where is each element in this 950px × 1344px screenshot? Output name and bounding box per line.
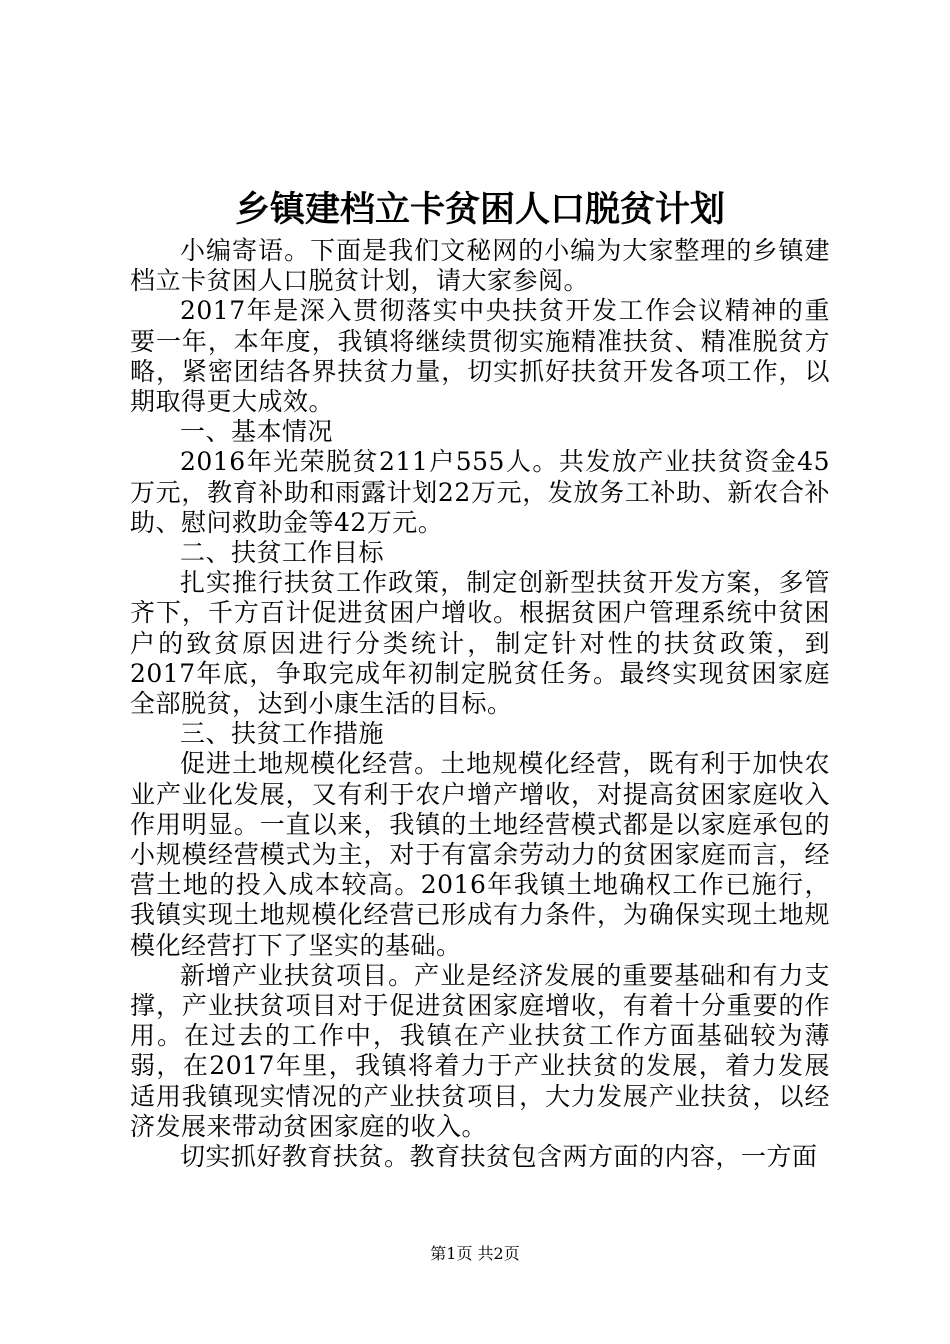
paragraph-goals: 扎实推行扶贫工作政策，制定创新型扶贫开发方案，多管齐下，千方百计促进贫困户增收。根据贫困户管理系统中贫困户的致贫原因进行分类统计，制定针对性的扶贫政策，到2017年底，争取完成年初制定脱贫任务。最终实现贫困家庭全部脱贫，达到小康生活的目标。 — [130, 568, 830, 719]
document-title: 乡镇建档立卡贫困人口脱贫计划 — [234, 189, 725, 230]
paragraph-basic-situation: 2016年光荣脱贫211户555人。共发放产业扶贫资金45万元，教育补助和雨露计划22万元，发放务工补助、新农合补助、慰问救助金等42万元。 — [130, 447, 830, 537]
section-heading-basic-situation: 一、基本情况 — [180, 417, 334, 447]
section-heading-goals: 二、扶贫工作目标 — [180, 538, 385, 568]
section-heading-measures: 三、扶贫工作措施 — [180, 719, 385, 749]
page-footer: 第1页 共2页 — [430, 1244, 520, 1263]
paragraph-measure-education: 切实抓好教育扶贫。教育扶贫包含两方面的内容，一方面 — [180, 1142, 818, 1172]
document-page — [130, 0, 830, 1344]
paragraph-measure-land: 促进土地规模化经营。土地规模化经营，既有利于加快农业产业化发展，又有利于农户增产增收，对提高贫困家庭收入作用明显。一直以来，我镇的土地经营模式都是以家庭承包的小规模经营模式为主，对于有富余劳动力的贫困家庭而言，经营土地的投入成本较高。2016年我镇土地确权工作已施行，我镇实现土地规模化经营已形成有力条件，为确保实现土地规模化经营打下了坚实的基础。 — [130, 749, 830, 960]
paragraph-intro: 小编寄语。下面是我们文秘网的小编为大家整理的乡镇建档立卡贫困人口脱贫计划，请大家参阅。 — [130, 236, 830, 296]
paragraph-overview: 2017年是深入贯彻落实中央扶贫开发工作会议精神的重要一年，本年度，我镇将继续贯彻实施精准扶贫、精准脱贫方略，紧密团结各界扶贫力量，切实抓好扶贫开发各项工作，以期取得更大成效。 — [130, 296, 830, 417]
document-body — [130, 236, 830, 1172]
paragraph-measure-industry: 新增产业扶贫项目。产业是经济发展的重要基础和有力支撑，产业扶贫项目对于促进贫困家庭增收，有着十分重要的作用。在过去的工作中，我镇在产业扶贫工作方面基础较为薄弱，在2017年里，我镇将着力于产业扶贫的发展，着力发展适用我镇现实情况的产业扶贫项目，大力发展产业扶贫，以经济发展来带动贫困家庭的收入。 — [130, 960, 830, 1141]
